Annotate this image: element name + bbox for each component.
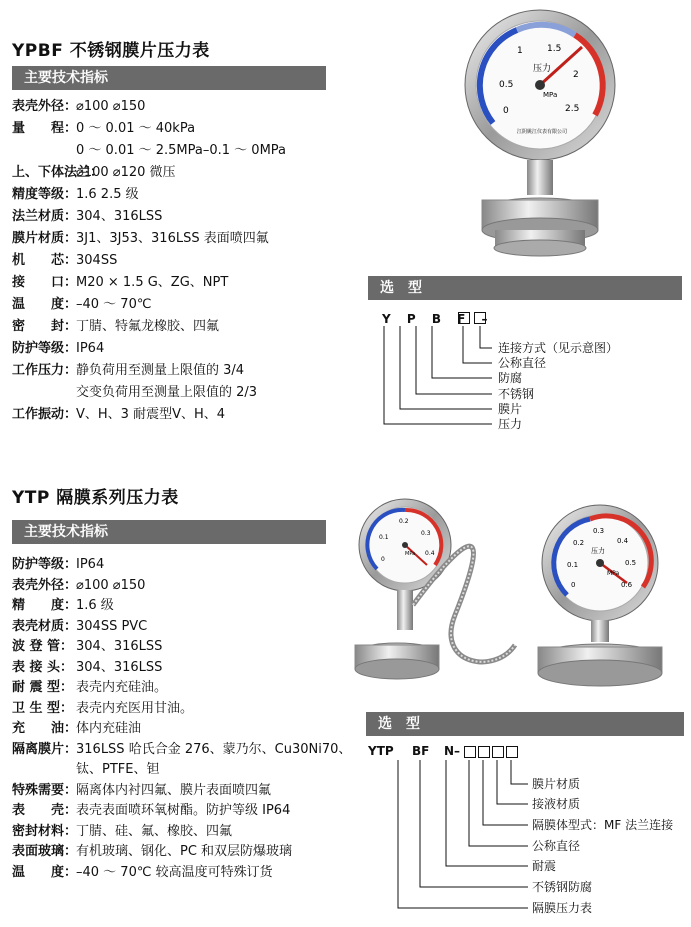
gauge1-tick-0: 0 bbox=[503, 106, 509, 116]
spec-row bbox=[12, 206, 286, 228]
spec-value: 0 ～ 0.01 ～ 40kPa bbox=[76, 121, 196, 136]
legend-2-5: 耐震 bbox=[532, 859, 557, 873]
spec-label: 表面玻璃： bbox=[12, 844, 78, 859]
spec-value: 304SS bbox=[76, 253, 118, 268]
gauge1-tick-4: 2 bbox=[573, 70, 579, 80]
spec-value: 1.6 2.5 级 bbox=[76, 187, 139, 202]
section1-select-header: 选 型 bbox=[368, 276, 682, 300]
spec-value: 体内充硅油 bbox=[76, 721, 142, 736]
gauge1-brand: 江阴姚江仪表有限公司 bbox=[517, 129, 568, 135]
spec-row bbox=[12, 678, 351, 699]
spec-label: 表 接 头： bbox=[12, 659, 74, 675]
section1-spec-header: 主要技术指标 bbox=[12, 66, 326, 90]
spec-row bbox=[12, 184, 286, 206]
legend-2-3: 隔膜体型式：MF 法兰连接 bbox=[532, 818, 674, 832]
gauge1-tick-5: 2.5 bbox=[565, 104, 580, 114]
gauge2-unit: MPa bbox=[405, 551, 416, 557]
spec-value: 隔离体内衬四氟、膜片表面喷四氟 bbox=[76, 782, 272, 798]
spec-value: 304、316LSS bbox=[76, 659, 163, 675]
spec-label: 表壳外径： bbox=[12, 577, 78, 593]
spec-row bbox=[12, 576, 351, 597]
spec-value: ⌀100 ⌀120 微压 bbox=[76, 165, 176, 180]
spec-label: 精度等级： bbox=[12, 187, 78, 202]
gauge-image-ypbf bbox=[455, 5, 625, 265]
model-code-ytp: YTP bbox=[368, 744, 394, 758]
spec-row bbox=[12, 338, 286, 360]
spec-row bbox=[12, 118, 286, 140]
spec-label: 量 程： bbox=[12, 121, 78, 136]
gauge2-tick-4: 0.4 bbox=[425, 550, 435, 557]
spec-row bbox=[12, 140, 286, 162]
section2-spec-list bbox=[12, 555, 351, 883]
spec-row bbox=[12, 404, 286, 426]
gauge3-label: 压力 bbox=[591, 547, 605, 555]
spec-row bbox=[12, 382, 286, 404]
legend-2-7: 隔膜压力表 bbox=[532, 901, 593, 915]
spec-label: 波 登 管： bbox=[12, 639, 74, 654]
spec-row bbox=[12, 760, 351, 781]
spec-label: 温 度： bbox=[12, 864, 78, 880]
spec-value: V、H、3 耐震型V、H、4 bbox=[76, 407, 226, 422]
spec-value: 有机玻璃、钢化、PC 和双层防爆玻璃 bbox=[76, 844, 293, 859]
gauge-image-ytp bbox=[345, 495, 685, 695]
spec-label: 卫 生 型： bbox=[12, 700, 74, 716]
spec-row bbox=[12, 294, 286, 316]
spec-value: IP64 bbox=[76, 341, 105, 356]
gauge1-label: 压力 bbox=[533, 64, 552, 74]
legend-2-2: 接液材质 bbox=[532, 797, 581, 811]
spec-label: 特殊需要： bbox=[12, 782, 78, 798]
spec-row bbox=[12, 781, 351, 802]
spec-row bbox=[12, 822, 351, 843]
gauge3-tick-2: 0.2 bbox=[573, 539, 585, 547]
gauge2-tick-2: 0.2 bbox=[399, 518, 409, 525]
spec-value: 表壳内充医用甘油。 bbox=[76, 700, 194, 716]
gauge1-unit: MPa bbox=[543, 91, 558, 99]
spec-row bbox=[12, 228, 286, 250]
gauge2-tick-3: 0.3 bbox=[421, 530, 431, 537]
spec-value: –40 ～ 70℃ bbox=[76, 297, 152, 312]
spec-value: 静负荷用至测量上限值的 3/4 bbox=[76, 363, 245, 378]
spec-label: 防护等级： bbox=[12, 557, 78, 572]
spec-row bbox=[12, 596, 351, 617]
spec-label: 充 油： bbox=[12, 721, 78, 736]
spec-row bbox=[12, 360, 286, 382]
spec-row bbox=[12, 555, 351, 576]
legend-2-4: 公称直径 bbox=[532, 839, 581, 853]
section2-spec-header: 主要技术指标 bbox=[12, 520, 326, 544]
section1-selection-diagram bbox=[370, 308, 680, 438]
spec-row bbox=[12, 719, 351, 740]
spec-row bbox=[12, 658, 351, 679]
spec-label: 温 度： bbox=[12, 297, 78, 312]
gauge3-tick-6: 0.6 bbox=[621, 581, 633, 589]
legend-2-6: 不锈钢防腐 bbox=[532, 880, 593, 894]
model-code-n: N– bbox=[444, 744, 461, 758]
gauge1-tick-1: 0.5 bbox=[499, 80, 514, 90]
spec-label: 密 封： bbox=[12, 319, 78, 334]
spec-value: 1.6 级 bbox=[76, 598, 114, 613]
spec-value: 304、316LSS bbox=[76, 209, 163, 224]
legend-1-1: 连接方式（见示意图） bbox=[498, 341, 619, 355]
gauge3-tick-4: 0.4 bbox=[617, 537, 629, 545]
spec-label: 机 芯： bbox=[12, 253, 78, 268]
section2-title: YTP 隔膜系列压力表 bbox=[12, 488, 179, 508]
spec-row bbox=[12, 96, 286, 118]
spec-label: 表壳外径： bbox=[12, 99, 78, 114]
spec-value: ⌀100 ⌀150 bbox=[76, 577, 146, 593]
gauge3-tick-0: 0 bbox=[571, 581, 576, 589]
section1-title: YPBF 不锈钢膜片压力表 bbox=[12, 41, 210, 61]
spec-label: 上、下体法兰： bbox=[12, 165, 104, 180]
spec-label: 精 度： bbox=[12, 598, 78, 613]
legend-2-1: 膜片材质 bbox=[532, 777, 581, 791]
spec-label: 密封材料： bbox=[12, 823, 78, 839]
spec-value: 0 ～ 0.01 ～ 2.5MPa–0.1 ～ 0MPa bbox=[76, 143, 287, 158]
spec-value: M20 × 1.5 G、ZG、NPT bbox=[76, 275, 229, 290]
spec-label: 膜片材质： bbox=[12, 231, 78, 246]
legend-1-2: 公称直径 bbox=[498, 356, 547, 370]
spec-label: 工作压力： bbox=[12, 363, 78, 378]
spec-row bbox=[12, 740, 351, 761]
spec-row bbox=[12, 699, 351, 720]
spec-value: 交变负荷用至测量上限值的 2/3 bbox=[76, 385, 258, 400]
spec-label: 隔离膜片： bbox=[12, 741, 78, 757]
spec-value: 表壳表面喷环氧树酯。防护等级 IP64 bbox=[76, 803, 291, 818]
section2-select-header: 选 型 bbox=[366, 712, 684, 736]
gauge2-tick-0: 0 bbox=[381, 556, 385, 563]
legend-1-3: 防腐 bbox=[498, 371, 523, 385]
spec-label: 接 口： bbox=[12, 275, 78, 290]
gauge3-tick-5: 0.5 bbox=[625, 559, 637, 567]
spec-value: 304SS PVC bbox=[76, 618, 148, 634]
spec-row bbox=[12, 863, 351, 884]
gauge3-tick-1: 0.1 bbox=[567, 561, 579, 569]
section1-spec-list bbox=[12, 96, 286, 426]
spec-value: 丁腈、硅、氟、橡胶、四氟 bbox=[76, 823, 233, 839]
spec-value: ⌀100 ⌀150 bbox=[76, 99, 146, 114]
spec-label: 表 壳： bbox=[12, 803, 78, 818]
spec-value: 316LSS 哈氏合金 276、蒙乃尔、Cu30Ni70、 bbox=[76, 741, 352, 757]
gauge3-unit: MPa bbox=[607, 570, 620, 577]
spec-value: 丁腈、特氟龙橡胶、四氟 bbox=[76, 319, 220, 334]
spec-row bbox=[12, 272, 286, 294]
spec-value: 表壳内充硅油。 bbox=[76, 680, 168, 695]
legend-1-5: 膜片 bbox=[498, 402, 523, 416]
gauge1-tick-3: 1.5 bbox=[547, 44, 562, 54]
spec-label: 防护等级： bbox=[12, 341, 78, 356]
gauge3-tick-3: 0.3 bbox=[593, 527, 605, 535]
spec-label: 表壳材质： bbox=[12, 618, 78, 634]
legend-1-4: 不锈钢 bbox=[498, 387, 535, 401]
spec-row bbox=[12, 250, 286, 272]
spec-value: 304、316LSS bbox=[76, 639, 163, 654]
gauge1-tick-2: 1 bbox=[517, 46, 523, 56]
spec-value: 钛、PTFE、钽 bbox=[76, 762, 160, 777]
spec-value: 3J1、3J53、316LSS 表面喷四氟 bbox=[76, 231, 269, 246]
legend-1-6: 压力 bbox=[498, 417, 523, 431]
section2-selection-diagram bbox=[368, 742, 686, 922]
spec-row bbox=[12, 801, 351, 822]
spec-row bbox=[12, 617, 351, 638]
spec-row bbox=[12, 842, 351, 863]
spec-value: IP64 bbox=[76, 557, 105, 572]
gauge2-tick-1: 0.1 bbox=[379, 534, 389, 541]
spec-label: 工作振动： bbox=[12, 407, 78, 422]
model-code-ypbf: Y P B F – bbox=[382, 312, 494, 326]
spec-label: 耐 震 型： bbox=[12, 680, 74, 695]
spec-row bbox=[12, 162, 286, 184]
spec-row bbox=[12, 316, 286, 338]
spec-row bbox=[12, 637, 351, 658]
spec-value: –40 ～ 70℃ 较高温度可特殊订货 bbox=[76, 864, 273, 880]
spec-label: 法兰材质： bbox=[12, 209, 78, 224]
model-code-bf: BF bbox=[412, 744, 430, 758]
